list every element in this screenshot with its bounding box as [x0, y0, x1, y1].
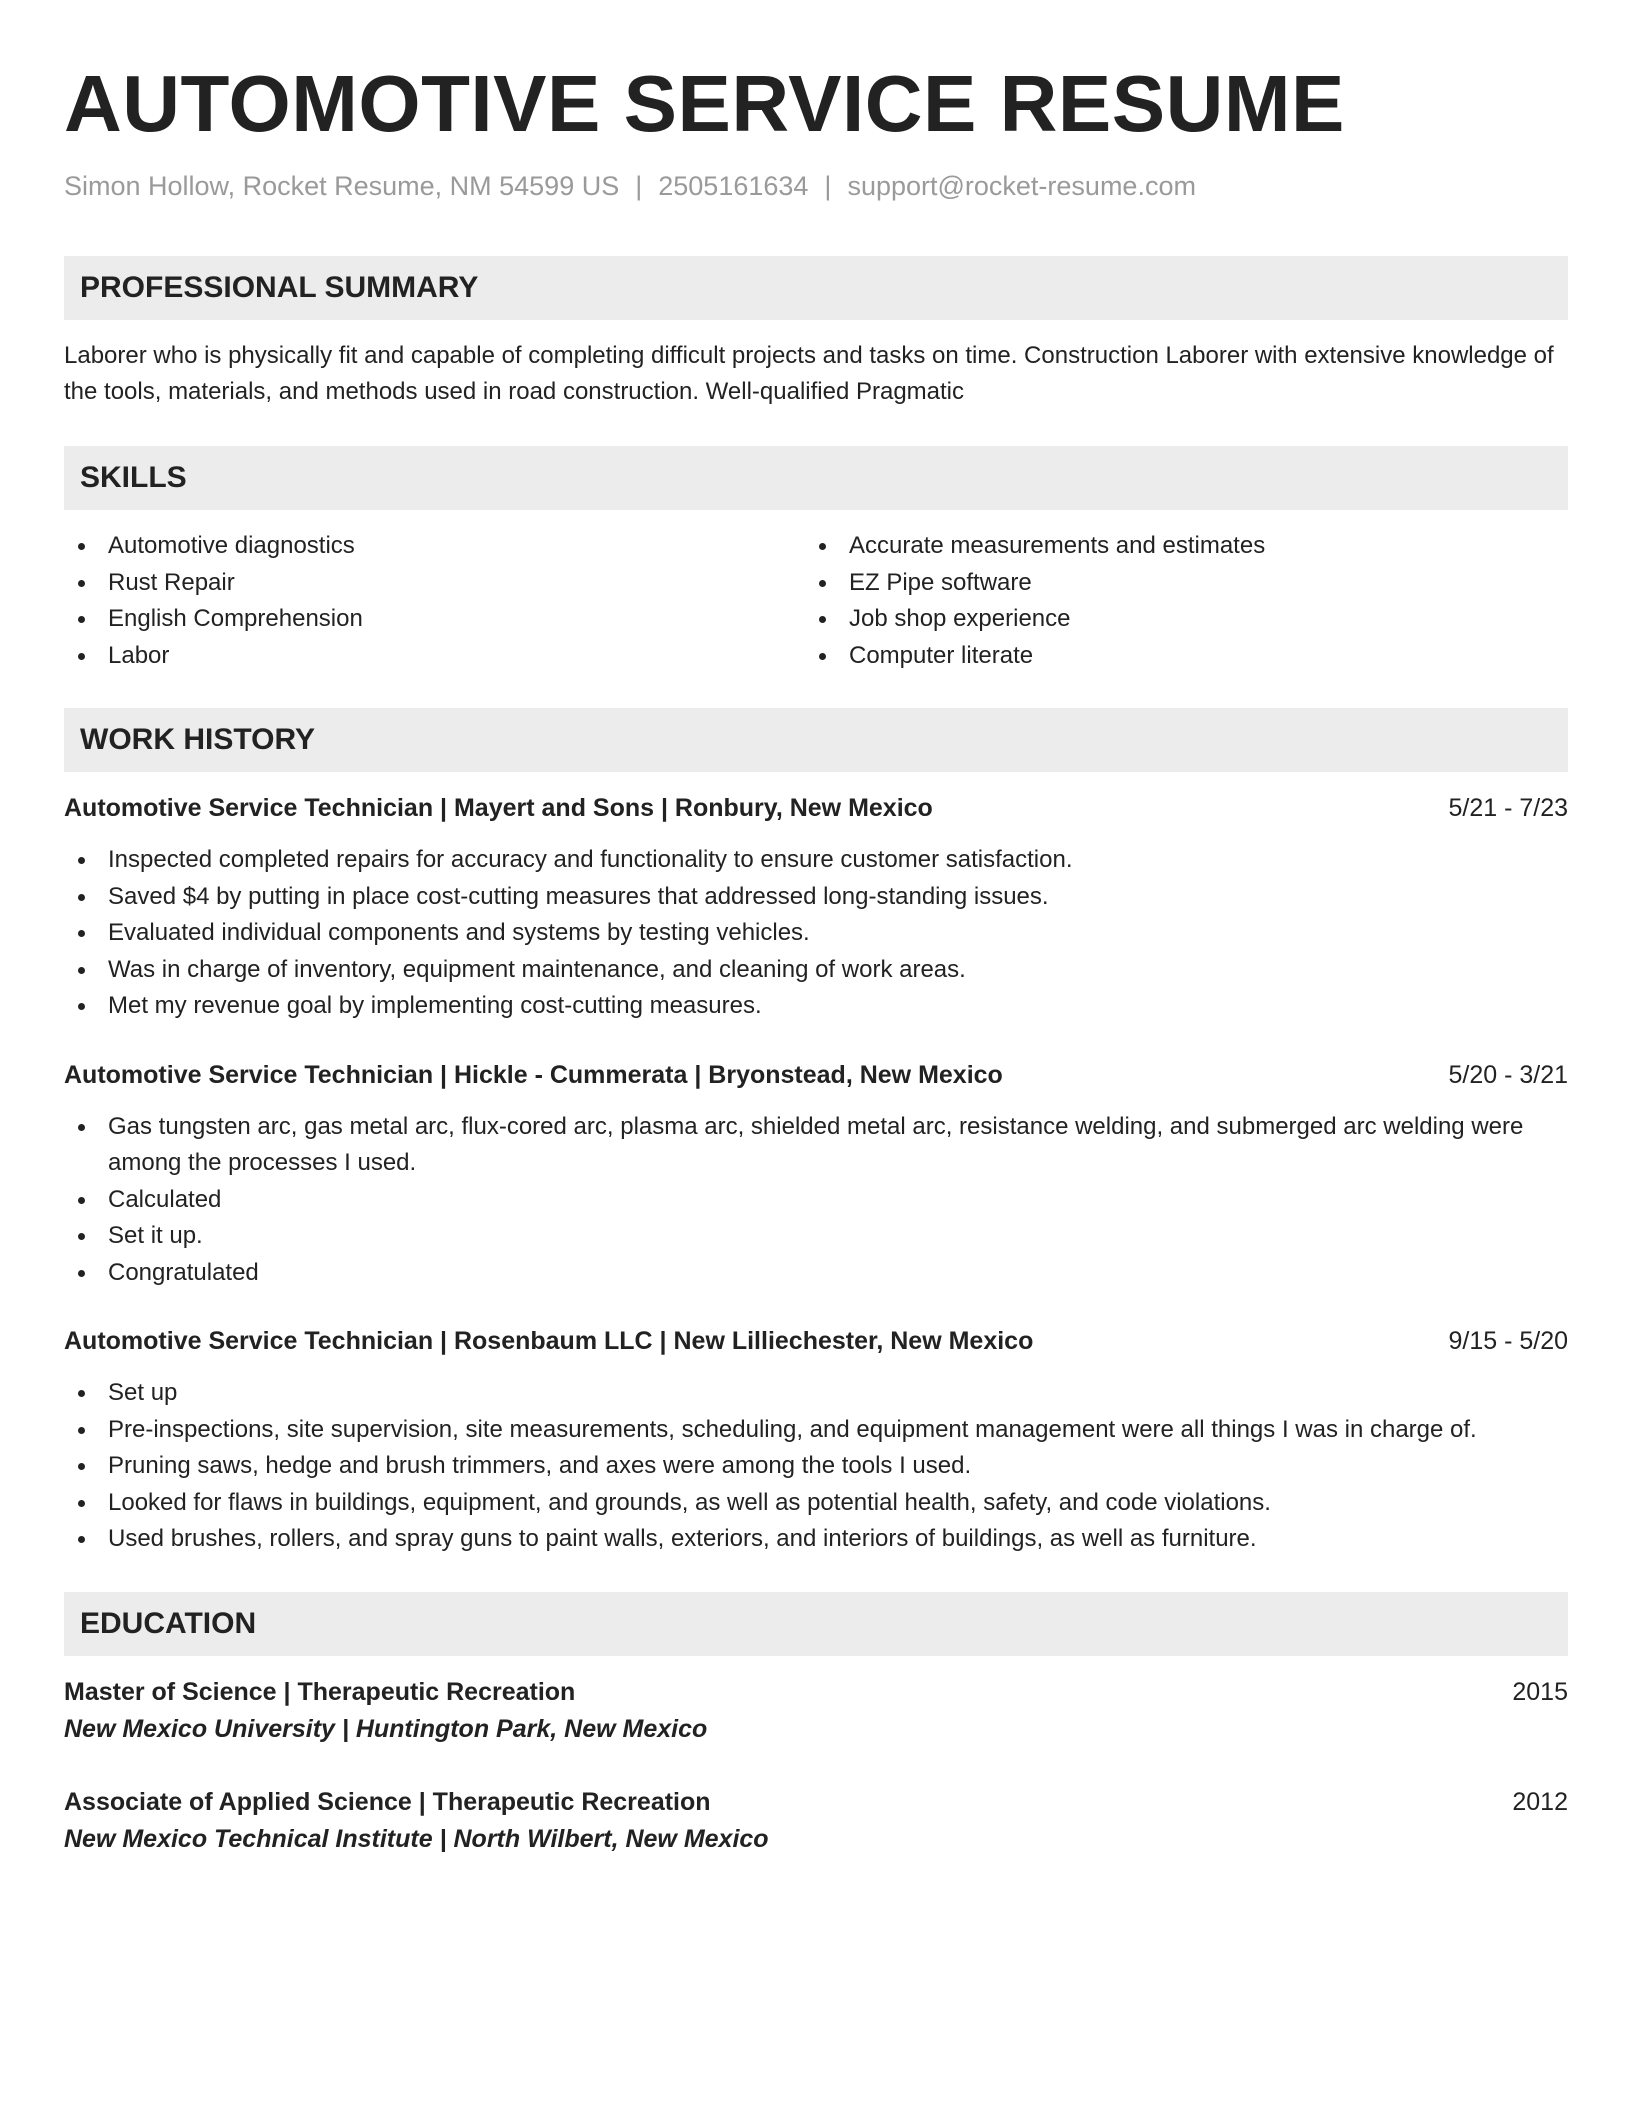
bullet-dot: [78, 580, 85, 587]
job-bullet: [64, 1448, 1568, 1485]
skills-list: [64, 528, 1568, 674]
bullet-dot: [78, 1390, 85, 1397]
contact-line: [64, 168, 1568, 204]
bullet-dot: [78, 1124, 85, 1131]
job-bullet-text: Set up: [108, 1379, 178, 1406]
skill-text: English Comprehension: [108, 605, 363, 632]
job-bullet: [64, 988, 1568, 1025]
job-bullet: [64, 1485, 1568, 1522]
job-bullet: [64, 842, 1568, 879]
job-bullet: [64, 1255, 1568, 1292]
skill-text: Labor: [108, 641, 170, 669]
section-heading-skills: SKILLS: [64, 446, 1568, 510]
skill-item: [805, 601, 1546, 638]
job-bullet: [64, 879, 1568, 916]
skills-column-right: [805, 528, 1546, 674]
skill-item: [64, 565, 805, 602]
bullet-dot: [78, 857, 85, 864]
job-bullets: [64, 1375, 1568, 1558]
skill-text: Accurate measurements and estimates: [849, 532, 1266, 559]
bullet-dot: [78, 930, 85, 937]
education-year: 2012: [1512, 1787, 1568, 1816]
job-header: [64, 1323, 1568, 1359]
bullet-dot: [78, 1270, 85, 1277]
job-bullet-text: Pre-inspections, site supervision, site measurements, scheduling, and equipment management were all things I was in charge of.: [108, 1415, 1477, 1443]
bullet-dot: [78, 894, 85, 901]
job-bullet: [64, 952, 1568, 989]
education-entry: [64, 1674, 1568, 1748]
contact-address: Simon Hollow, Rocket Resume, NM 54599 US: [64, 171, 620, 201]
job-bullet: [64, 1521, 1568, 1558]
job-dates: 5/21 - 7/23: [1448, 794, 1568, 822]
job-bullet: [64, 1412, 1568, 1449]
job-bullet-text: Congratulated: [108, 1258, 259, 1286]
job-bullets: [64, 842, 1568, 1025]
bullet-dot: [78, 1233, 85, 1240]
job-header: [64, 790, 1568, 826]
section-heading-work-history: WORK HISTORY: [64, 708, 1568, 772]
job-bullet-text: Saved $4 by putting in place cost-cutting measures that addressed long-standing issues.: [108, 882, 1049, 910]
contact-separator: |: [824, 171, 832, 201]
bullet-dot: [78, 1500, 85, 1507]
skill-item: [805, 528, 1546, 565]
bullet-dot: [78, 967, 85, 974]
job-dates: 9/15 - 5/20: [1448, 1327, 1568, 1355]
job-bullet-text: Used brushes, rollers, and spray guns to paint walls, exteriors, and interiors of buildings, as well as furniture.: [108, 1525, 1257, 1552]
section-heading-education: EDUCATION: [64, 1592, 1568, 1656]
bullet-dot: [78, 1427, 85, 1434]
education-entry: [64, 1784, 1568, 1858]
bullet-dot: [78, 1463, 85, 1470]
bullet-dot: [819, 616, 826, 623]
job-bullet-text: Evaluated individual components and systems by testing vehicles.: [108, 919, 810, 946]
job-bullet-text: Inspected completed repairs for accuracy and functionality to ensure customer satisfaction.: [108, 846, 1073, 873]
education-school: New Mexico Technical Institute | North Wilbert, New Mexico: [64, 1824, 769, 1853]
bullet-dot: [78, 1003, 85, 1010]
bullet-dot: [78, 1197, 85, 1204]
education-school: New Mexico University | Huntington Park, New Mexico: [64, 1714, 708, 1743]
skill-text: EZ Pipe software: [849, 568, 1032, 596]
job-bullets: [64, 1109, 1568, 1292]
bullet-dot: [819, 543, 826, 550]
job-title: Automotive Service Technician | Mayert and Sons | Ronbury, New Mexico: [64, 794, 933, 822]
skill-text: Automotive diagnostics: [108, 532, 355, 559]
job-bullet-text: Met my revenue goal by implementing cost-cutting measures.: [108, 992, 762, 1019]
contact-separator: |: [635, 171, 643, 201]
contact-phone: 2505161634: [658, 171, 809, 201]
skill-item: [64, 638, 805, 675]
bullet-dot: [819, 653, 826, 660]
job-bullet: [64, 1182, 1568, 1219]
job-bullet: [64, 1218, 1568, 1255]
job-title: Automotive Service Technician | Rosenbaum LLC | New Lilliechester, New Mexico: [64, 1327, 1034, 1355]
job-header: [64, 1057, 1568, 1093]
job-bullet-text: Gas tungsten arc, gas metal arc, flux-cored arc, plasma arc, shielded metal arc, resistance welding, and submerged arc welding were among the processes I used.: [108, 1112, 1524, 1176]
job-dates: 5/20 - 3/21: [1448, 1060, 1568, 1089]
skill-text: Rust Repair: [108, 568, 235, 596]
bullet-dot: [819, 580, 826, 587]
job-bullet-text: Set it up.: [108, 1222, 203, 1249]
skill-text: Computer literate: [849, 641, 1034, 669]
job-bullet: [64, 915, 1568, 952]
skill-item: [805, 565, 1546, 602]
bullet-dot: [78, 616, 85, 623]
job-title: Automotive Service Technician | Hickle - Cummerata | Bryonstead, New Mexico: [64, 1060, 1003, 1089]
job-bullet-text: Looked for flaws in buildings, equipment, and grounds, as well as potential health, safety, and code violations.: [108, 1488, 1271, 1516]
job-bullet-text: Calculated: [108, 1185, 222, 1213]
education-degree: Associate of Applied Science | Therapeutic Recreation: [64, 1787, 711, 1816]
job-bullet-text: Was in charge of inventory, equipment maintenance, and cleaning of work areas.: [108, 955, 966, 983]
resume-title: AUTOMOTIVE SERVICE RESUME: [64, 59, 1345, 148]
job-bullet: [64, 1109, 1568, 1182]
skill-item: [64, 528, 805, 565]
job-entry: [64, 1323, 1568, 1558]
bullet-dot: [78, 653, 85, 660]
contact-email: support@rocket-resume.com: [847, 171, 1196, 201]
skills-column-left: [64, 528, 805, 674]
job-bullet-text: Pruning saws, hedge and brush trimmers, and axes were among the tools I used.: [108, 1452, 972, 1479]
bullet-dot: [78, 1536, 85, 1543]
job-bullet: [64, 1375, 1568, 1412]
skill-item: [805, 638, 1546, 675]
education-year: 2015: [1512, 1677, 1568, 1706]
skill-text: Job shop experience: [849, 605, 1071, 632]
skill-item: [64, 601, 805, 638]
education-header: [64, 1674, 1568, 1710]
section-heading-summary: PROFESSIONAL SUMMARY: [64, 256, 1568, 320]
bullet-dot: [78, 543, 85, 550]
summary-text: Laborer who is physically fit and capable of completing difficult projects and tasks on time. Construction Laborer with extensive knowledge of the tools, materials, and methods used in road construction. Well-qualified Pragmatic: [64, 342, 1554, 405]
education-header: [64, 1784, 1568, 1820]
job-entry: [64, 1057, 1568, 1292]
education-degree: Master of Science | Therapeutic Recreation: [64, 1677, 576, 1706]
job-entry: [64, 790, 1568, 1025]
